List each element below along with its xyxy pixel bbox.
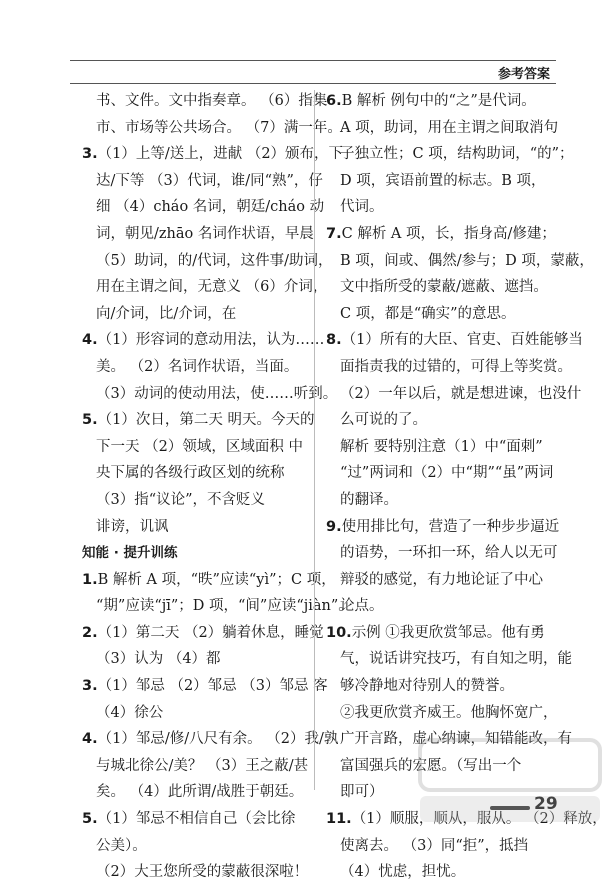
text-line xyxy=(326,700,560,727)
text-line xyxy=(82,753,309,780)
question-number: 1. xyxy=(82,571,98,588)
answer-text: 美。 （2）名词作状语，当面。 xyxy=(96,358,299,375)
text-line xyxy=(82,407,315,434)
text-line xyxy=(326,301,560,328)
text-line xyxy=(82,274,328,301)
text-line xyxy=(82,248,333,275)
text-line xyxy=(326,620,560,647)
answer-text: 么可说的了。 xyxy=(340,412,427,429)
text-line xyxy=(326,381,582,408)
text-line xyxy=(82,673,328,700)
answer-text: 使离去。 （3）同“拒”，抵挡 xyxy=(340,837,529,854)
text-line xyxy=(82,354,304,381)
answer-text: 词，朝见/zhāo 名词作状语，早晨 xyxy=(96,225,314,242)
text-line xyxy=(82,593,353,620)
answer-text: 论点。 xyxy=(340,598,384,615)
text-line xyxy=(326,460,560,487)
column-divider xyxy=(314,90,315,790)
answer-text: （1）形容词的意动用法，认为…… xyxy=(97,332,325,349)
answer-text: （1）邹忌不相信自己（会比徐 xyxy=(97,811,296,828)
text-line xyxy=(82,779,304,806)
text-line xyxy=(326,88,560,115)
text-line xyxy=(82,859,309,886)
answer-text: （1）邹忌/修/八尺有余。 （2）我/孰 xyxy=(97,731,339,748)
answer-text: C 项，都是“确实”的意思。 xyxy=(340,305,516,322)
answer-text: “过”两词和（2）中“期”“虽”两词 xyxy=(340,465,554,482)
section-heading: 知能 · 提升训练 xyxy=(82,545,178,562)
question-number: 5. xyxy=(82,412,98,429)
answer-text: （1）所有的大臣、官吏、百姓能够当 xyxy=(341,332,583,349)
question-number: 7. xyxy=(326,225,342,242)
answer-text: （3）认为 （4）都 xyxy=(96,651,221,668)
answer-text: 下一天 （2）领域，区域面积 中 xyxy=(96,438,303,455)
answer-text: 示例 ①我更欣赏邹忌。他有勇 xyxy=(351,624,545,641)
text-line xyxy=(82,514,304,541)
text-line xyxy=(326,833,560,860)
answer-text: 书、文件。文中指奏章。 （6）指集 xyxy=(96,93,328,109)
question-number: 4. xyxy=(82,731,98,748)
text-line xyxy=(82,540,304,567)
answer-text: 市、市场等公共场合。 （7）满一年。 xyxy=(96,119,342,136)
question-number: 3. xyxy=(82,678,98,695)
answer-text: 解析 要特别注意（1）中“面刺” xyxy=(340,438,543,455)
answer-text: 诽谤，讥讽 xyxy=(96,518,169,535)
answer-text: （2）大王您所受的蒙蔽很深啦！ xyxy=(96,864,309,881)
text-line xyxy=(82,567,336,594)
answer-text: B 解析 A 项，“昳”应读“yì”；C 项， xyxy=(97,571,336,588)
text-line xyxy=(82,168,323,195)
text-line xyxy=(82,806,304,833)
answer-text: B 项，间或、偶然/参与；D 项，蒙蔽， xyxy=(340,252,594,269)
text-line xyxy=(326,115,560,142)
text-line xyxy=(82,301,304,328)
answer-text: （1）顺服，顺从，服从。 （2）释放， xyxy=(351,811,607,828)
question-number: 10. xyxy=(326,624,352,641)
answer-text: A 项，助词，用在主谓之间取消句 xyxy=(340,119,559,136)
answer-text: 辩驳的感觉，有力地论证了中心 xyxy=(340,571,543,588)
text-line xyxy=(326,194,560,221)
text-line xyxy=(326,434,560,461)
text-line xyxy=(82,620,324,647)
answer-text: （5）助词，的/代词，这件事/助词， xyxy=(96,252,333,269)
answer-text: 使用排比句，营造了一种步步逼近 xyxy=(341,518,560,535)
text-line xyxy=(82,487,304,514)
answer-text: 央下属的各级行政区划的统称 xyxy=(96,465,285,482)
text-line xyxy=(82,141,344,168)
text-line xyxy=(326,141,574,168)
answer-text: 用在主谓之间，无意义 （6）介词， xyxy=(96,279,328,296)
answer-text: 够冷静地对待别人的赞誉。 xyxy=(340,678,514,695)
answer-text: （1）次日，第二天 明天。今天的 xyxy=(97,412,315,429)
question-number: 5. xyxy=(82,811,98,828)
text-line xyxy=(82,115,342,142)
text-line xyxy=(326,540,560,567)
text-line xyxy=(82,381,338,408)
text-line xyxy=(326,593,560,620)
answer-text: （2）一年以后，就是想进谏，也没什 xyxy=(340,385,582,402)
text-line xyxy=(82,833,304,860)
answer-text: （1）第二天 （2）躺着休息，睡觉 xyxy=(97,624,324,641)
question-number: 4. xyxy=(82,332,98,349)
answer-text: 广开言路，虚心纳谏，知错能改，有 xyxy=(340,731,572,748)
page-footer xyxy=(490,796,590,820)
answer-text: C 解析 A 项，长，指身高/修建； xyxy=(341,225,556,242)
header-title: 参考答案 xyxy=(497,67,550,82)
text-line xyxy=(82,434,304,461)
answer-text: 的翻译。 xyxy=(340,491,398,508)
text-line xyxy=(326,514,560,541)
page-number: 29 xyxy=(534,794,558,814)
question-number: 9. xyxy=(326,518,342,535)
text-line xyxy=(82,88,328,115)
answer-text: （3）动词的使动用法，使……听到。 xyxy=(96,385,338,402)
answer-text: 与城北徐公/美？ （3）王之蔽/甚 xyxy=(96,757,309,774)
text-line xyxy=(82,221,314,248)
text-line xyxy=(326,726,572,753)
answer-text: 公美）。 xyxy=(96,837,147,854)
question-number: 3. xyxy=(82,146,98,163)
answer-text: （3）指“议论”，不含贬义 xyxy=(96,491,266,508)
answer-text: （4）忧虑，担忧。 xyxy=(340,864,466,881)
text-line xyxy=(326,248,594,275)
text-line xyxy=(82,460,304,487)
answer-text: （1）上等/送上，进献 （2）颁布，下 xyxy=(97,146,344,163)
text-line xyxy=(326,859,560,886)
answer-text: D 项，宾语前置的标志。B 项， xyxy=(340,172,546,189)
answer-text: 细 （4）cháo 名词，朝廷/cháo 动 xyxy=(96,199,325,216)
text-line xyxy=(326,567,560,594)
text-line xyxy=(82,700,304,727)
answer-text: 子独立性；C 项，结构助词，“的”； xyxy=(340,146,574,163)
answer-text: 代词。 xyxy=(340,199,384,216)
text-line xyxy=(326,354,572,381)
text-line xyxy=(326,673,560,700)
answer-text: （1）邹忌 （2）邹忌 （3）邹忌 客 xyxy=(97,678,328,695)
page-header xyxy=(70,60,556,86)
text-line xyxy=(326,646,572,673)
question-number: 11. xyxy=(326,811,352,828)
question-number: 8. xyxy=(326,332,342,349)
answer-text: 的语势，一环扣一环，给人以无可 xyxy=(340,545,558,562)
question-number: 6. xyxy=(326,93,342,109)
text-line xyxy=(82,726,339,753)
text-line xyxy=(82,194,325,221)
right-column xyxy=(326,88,607,886)
text-line xyxy=(326,221,560,248)
answer-text: 气，说话讲究技巧，有自知之明，能 xyxy=(340,651,572,668)
footer-bar xyxy=(490,806,530,810)
answer-text: 文中指所受的蒙蔽/遮蔽、遮挡。 xyxy=(340,279,548,296)
text-line xyxy=(326,327,583,354)
text-line xyxy=(82,327,325,354)
text-line xyxy=(326,168,560,195)
answer-text: B 解析 例句中的“之”是代词。 xyxy=(341,93,536,109)
answer-text: （4）徐公 xyxy=(96,704,164,721)
text-line xyxy=(326,753,560,780)
answer-text: ②我更欣赏齐威王。他胸怀宽广， xyxy=(340,704,558,721)
answer-text: 达/下等 （3）代词，谁/同“熟”，仔 xyxy=(96,172,323,189)
text-line xyxy=(326,274,560,301)
question-number: 2. xyxy=(82,624,98,641)
text-line xyxy=(82,646,304,673)
text-line xyxy=(326,407,560,434)
answer-text: “期”应读“jī”；D 项，“间”应读“jiàn”。 xyxy=(96,598,353,615)
answer-text: 即可） xyxy=(340,784,384,801)
answer-text: 面指责我的过错的，可得上等奖赏。 xyxy=(340,358,572,375)
answer-text: 矣。 （4）此所谓/战胜于朝廷。 xyxy=(96,784,304,801)
answer-text: 富国强兵的宏愿。（写出一个 xyxy=(340,757,522,774)
header-rule-top xyxy=(70,60,556,61)
header-rule-bottom xyxy=(70,83,556,84)
answer-text: 向/介词，比/介词，在 xyxy=(96,305,237,322)
text-line xyxy=(326,487,560,514)
